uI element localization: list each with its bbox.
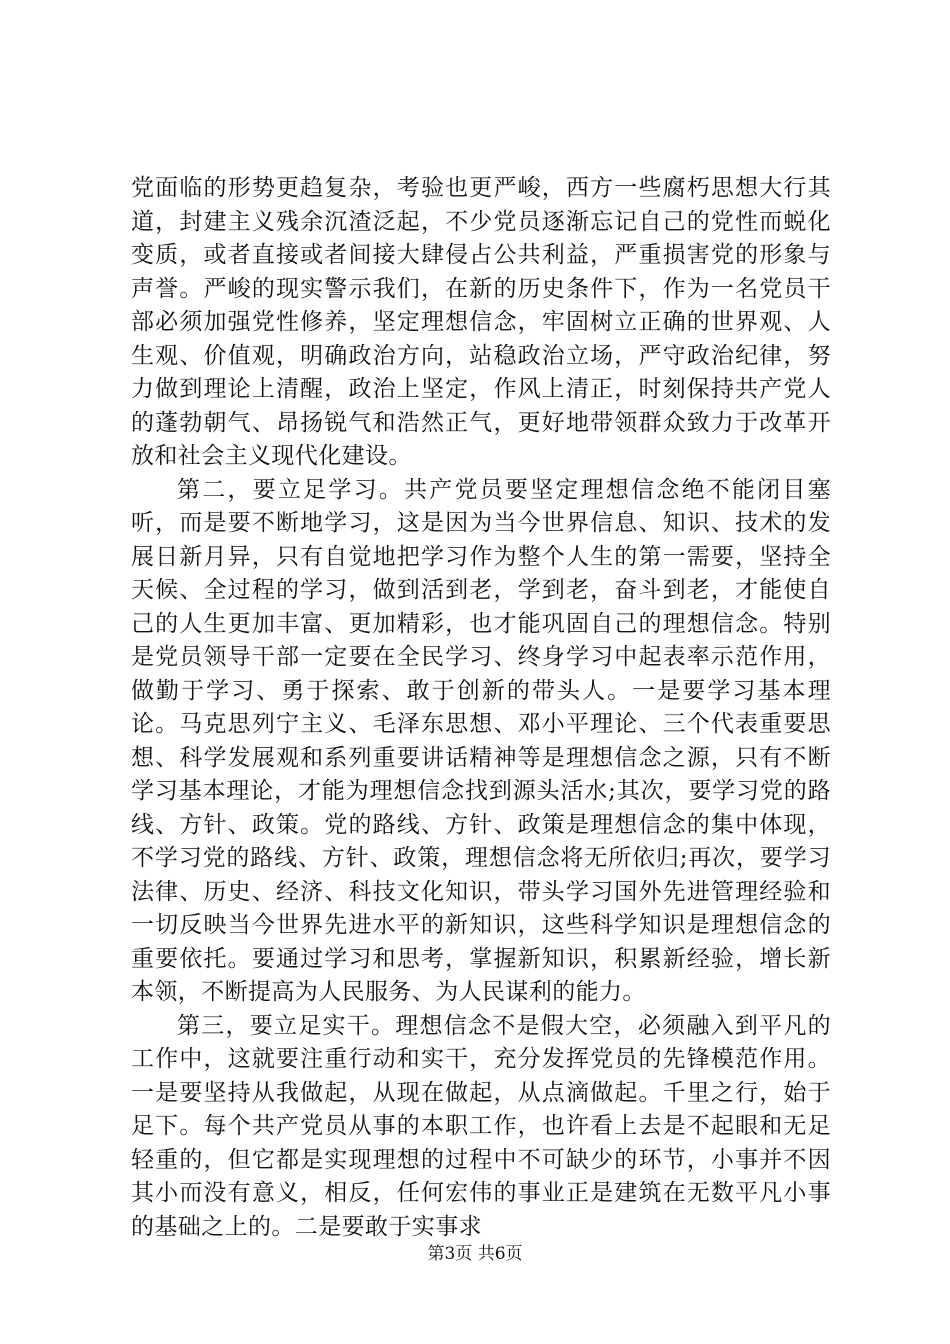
paragraph-3: 第三，要立足实干。理想信念不是假大空，必须融入到平凡的工作中，这就要注重行动和实干，充分发挥党员的先锋模范作用。一是要坚持从我做起，从现在做起，从点滴做起。千里之行，始于足下。每个共产党员从事的本职工作，也许看上去是不起眼和无足轻重的，但它都是实现理想的过程中不可缺少的环节，小事并不因其小而没有意义，相反，任何宏伟的事业正是建筑在无数平凡小事的基础之上的。二是要敢于实事求 <box>131 1012 831 1240</box>
document-body <box>131 172 831 1244</box>
paragraph-2: 第二，要立足学习。共产党员要坚定理想信念绝不能闭目塞听，而是要不断地学习，这是因为当今世界信息、知识、技术的发展日新月异，只有自觉地把学习作为整个人生的第一需要，坚持全天候、全过程的学习，做到活到老，学到老，奋斗到老，才能使自己的人生更加丰富、更加精彩，也才能巩固自己的理想信念。特别是党员领导干部一定要在全民学习、终身学习中起表率示范作用，做勤于学习、勇于探索、敢于创新的带头人。一是要学习基本理论。马克思列宁主义、毛泽东思想、邓小平理论、三个代表重要思想、科学发展观和系列重要讲话精神等是理想信念之源，只有不断学习基本理论，才能为理想信念找到源头活水;其次，要学习党的路线、方针、政策。党的路线、方针、政策是理想信念的集中体现，不学习党的路线、方针、政策，理想信念将无所依归;再次，要学习法律、历史、经济、科技文化知识，带头学习国外先进管理经验和一切反映当今世界先进水平的新知识，这些科学知识是理想信念的重要依托。要通过学习和思考，掌握新知识，积累新经验，增长新本领，不断提高为人民服务、为人民谋利的能力。 <box>131 476 831 1005</box>
paragraph-1: 党面临的形势更趋复杂，考验也更严峻，西方一些腐朽思想大行其道，封建主义残余沉渣泛起，不少党员逐渐忘记自己的党性而蜕化变质，或者直接或者间接大肆侵占公共利益，严重损害党的形象与声誉。严峻的现实警示我们，在新的历史条件下，作为一名党员干部必须加强党性修养，坚定理想信念，牢固树立正确的世界观、人生观、价值观，明确政治方向，站稳政治立场，严守政治纪律，努力做到理论上清醒，政治上坚定，作风上清正，时刻保持共产党人的蓬勃朝气、昂扬锐气和浩然正气，更好地带领群众致力于改革开放和社会主义现代化建设。 <box>131 175 831 469</box>
page-footer: 第3页 共6页 <box>427 1244 523 1264</box>
